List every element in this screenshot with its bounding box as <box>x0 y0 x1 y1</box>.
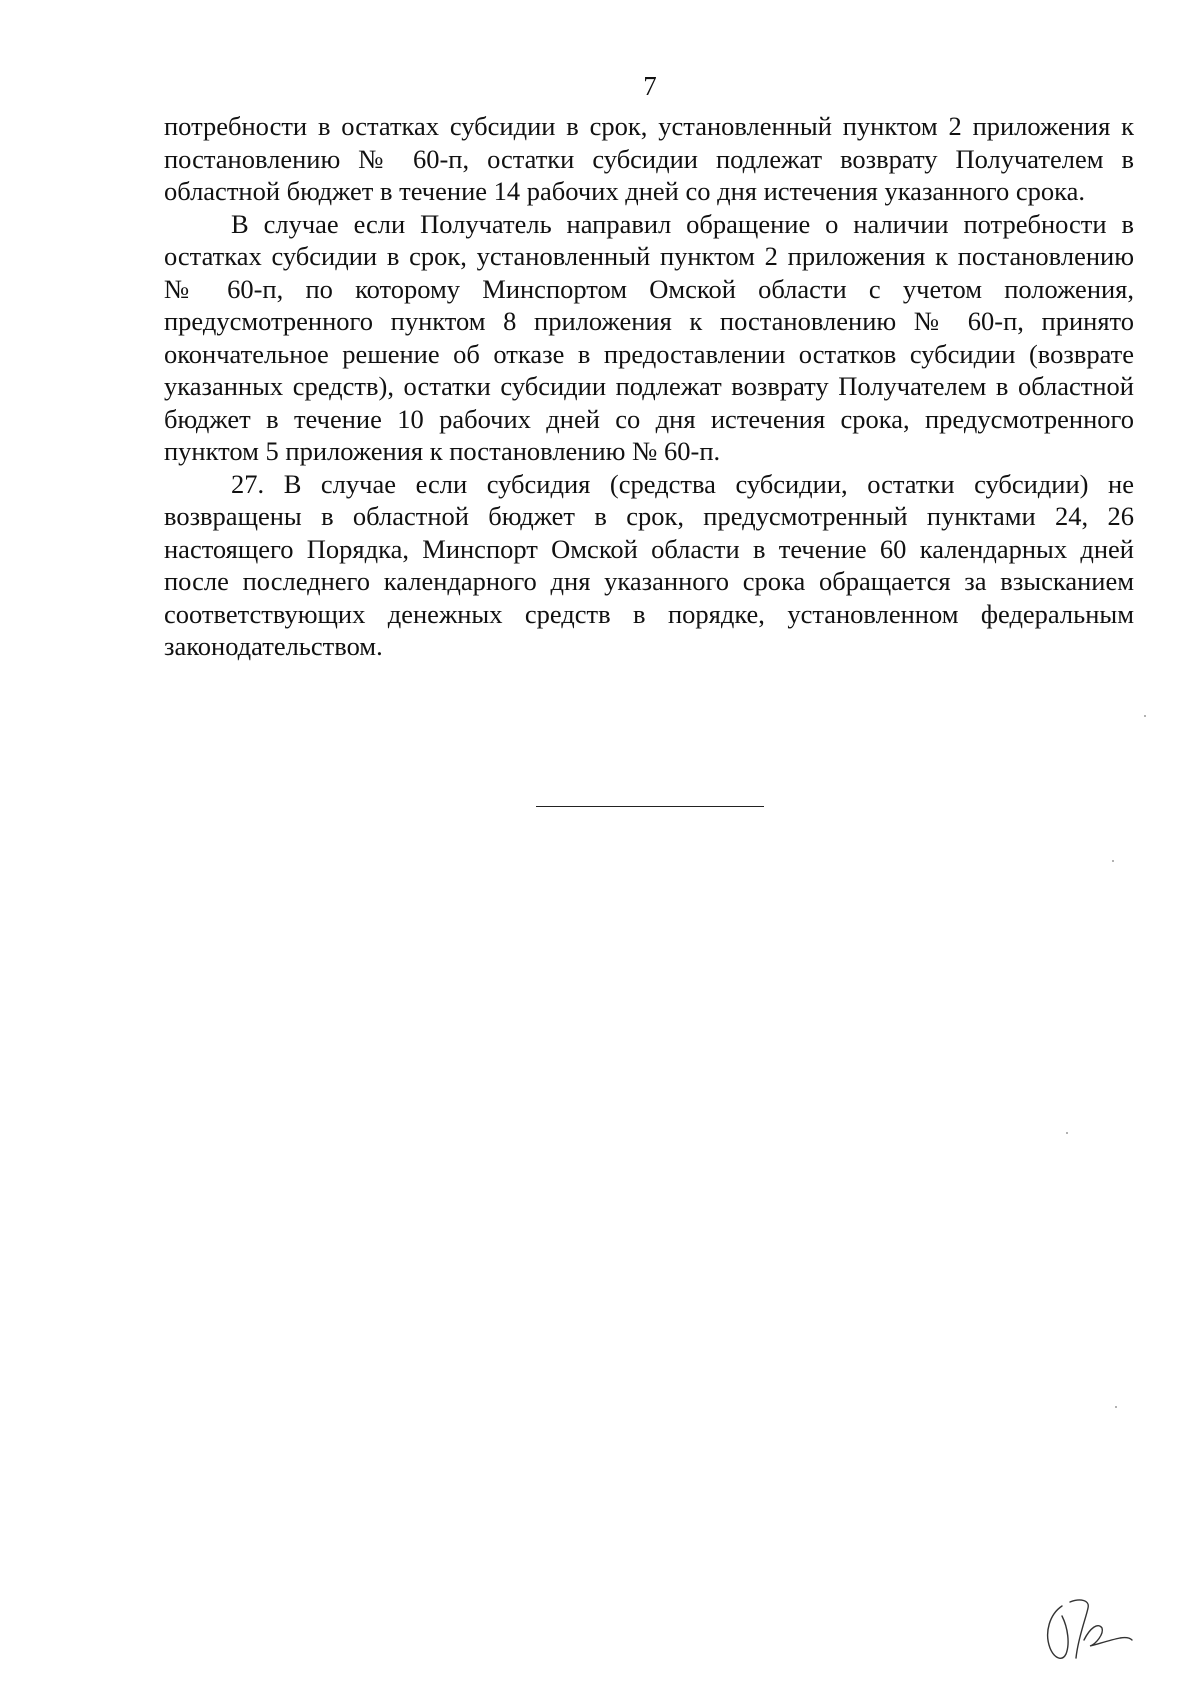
paragraph-recipient-appeal: В случае если Получатель направил обращение о наличии потребности в остатках субсидии в срок, установленный пунктом 2 приложения к постановлению № 60-п, по которому Минспортом Омской области с учетом положения, предусмотренного пунктом 8 приложения к постановлению № 60-п, принято окончательное решение об отказе в предоставлении остатков субсидии (возврате указанных средств), остатки субсидии подлежат возврату Получателем в областной бюджет в течение 10 рабочих дней со дня истечения срока, предусмотренного пунктом 5 приложения к постановлению № 60-п. <box>164 208 1134 466</box>
paragraph-clause-27: 27. В случае если субсидия (средства субсидии, остатки субсидии) не возвращены в областной бюджет в срок, предусмотренный пунктами 24, 26 настоящего Порядка, Минспорт Омской области в течение 60 календарных дней после последнего календарного дня указанного срока обращается за взысканием соответствующих денежных средств в порядке, установленном федеральным законодательством. <box>164 468 1134 661</box>
scan-speck <box>1115 1406 1117 1408</box>
paragraph-continuation: потребности в остатках субсидии в срок, установленный пунктом 2 приложения к постановлению № 60-п, остатки субсидии подлежат возврату Получателем в областной бюджет в течение 14 рабочих дней со дня истечения указанного срока. <box>164 111 1134 206</box>
page-number: 7 <box>643 71 657 101</box>
scan-speck <box>1112 860 1114 862</box>
document-body <box>164 110 1134 663</box>
scan-speck <box>1144 715 1146 717</box>
document-end-rule <box>536 806 764 807</box>
scan-speck <box>1066 1132 1068 1134</box>
handwritten-initials-signature <box>1040 1588 1136 1670</box>
